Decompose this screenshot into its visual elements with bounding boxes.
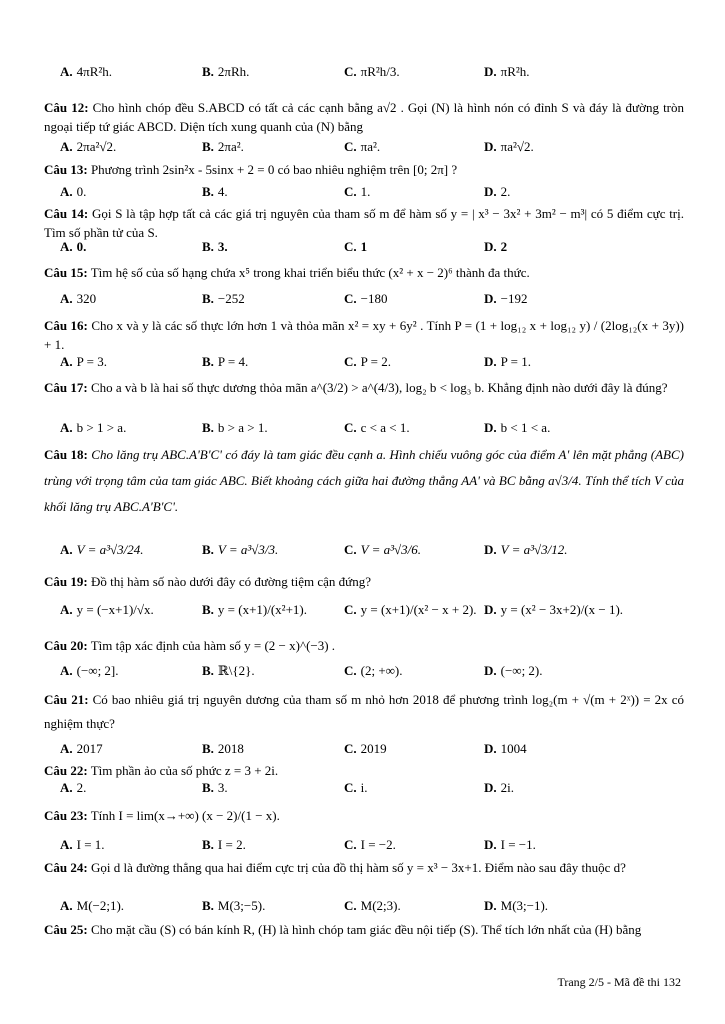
q20-options: A. (−∞; 2]. B. ℝ\{2}. C. (2; +∞). D. (−∞; 2). — [60, 663, 543, 678]
q23-options: A. I = 1. B. I = 2. C. I = −2. D. I = −1. — [60, 837, 536, 852]
q24-options: A. M(−2;1). B. M(3;−5). C. M(2;3). D. M(3;−1). — [60, 898, 549, 913]
question-13: Câu 13: Phương trình 2sin²x - 5sinx + 2 = 0 có bao nhiêu nghiệm trên [0; 2π] ? — [44, 162, 458, 177]
q14-options: A. 0. B. 3. C. 1 D. 2 — [60, 239, 508, 254]
q16-options: A. P = 3. B. P = 4. C. P = 2. D. P = 1. — [60, 354, 531, 369]
option-d: πR²h. — [500, 64, 530, 79]
question-12: Câu 12: Cho hình chóp đều S.ABCD có tất cả các cạnh bằng a√2 . Gọi (N) là hình nón có đỉnh S và đáy là đường tròn ngoại tiếp tứ giác ABCD. Diện tích xung quanh của (N) bằng — [44, 100, 685, 134]
option-c: πR²h/3. — [360, 64, 400, 79]
question-23: Câu 23: Tính I = lim(x→+∞) (x − 2)/(1 − x). — [44, 808, 280, 823]
question-19: Câu 19: Đồ thị hàm số nào dưới đây có đường tiệm cận đứng? — [44, 574, 371, 589]
question-16: Câu 16: Cho x và y là các số thực lớn hơn 1 và thỏa mãn x² = xy + 6y² . Tính P = (1 + log₁₂ x + log₁₂ y) / (2log₁₂(x + 3y)) + 1. — [44, 318, 684, 352]
question-20: Câu 20: Tìm tập xác định của hàm số y = (2 − x)^(−3) . — [44, 638, 336, 653]
question-18: Câu 18: Cho lăng trụ ABC.A'B'C' có đáy là tam giác đều cạnh a. Hình chiếu vuông góc của điểm A' lên mặt phẳng (ABC) trùng với trọng tâm của tam giác ABC. Biết khoảng cách giữa hai đường thẳng AA' và BC bằng a√3/4. Tính thể tích V của khối lăng trụ ABC.A'B'C'. — [44, 447, 684, 514]
question-24: Câu 24: Gọi d là đường thẳng qua hai điểm cực trị của đồ thị hàm số y = x³ − 3x+1. Điểm nào sau đây thuộc d? — [44, 860, 626, 875]
q17-options: A. b > 1 > a. B. b > a > 1. C. c < a < 1. D. b < 1 < a. — [60, 420, 551, 435]
q22-options: A. 2. B. 3. C. i. D. 2i. — [60, 780, 515, 795]
q11-options: A. 4πR²h. B. 2πRh. C. πR²h/3. D. πR²h. — [60, 64, 530, 79]
question-25: Câu 25: Cho mặt cầu (S) có bán kính R, (H) là hình chóp tam giác đều nội tiếp (S). Thể tích lớn nhất của (H) bằng — [44, 922, 642, 937]
q13-options: A. 0. B. 4. C. 1. D. 2. — [60, 184, 511, 199]
question-15: Câu 15: Tìm hệ số của số hạng chứa x⁵ trong khai triển biểu thức (x² + x − 2)⁶ thành đa thức. — [44, 265, 530, 280]
page-footer: Trang 2/5 - Mã đề thi 132 — [557, 975, 681, 989]
q18-options: A. V = a³√3/24. B. V = a³√3/3. C. V = a³√3/6. D. V = a³√3/12. — [60, 542, 568, 557]
question-22: Câu 22: Tìm phần ảo của số phức z = 3 + 2i. — [44, 763, 279, 778]
question-14: Câu 14: Gọi S là tập hợp tất cả các giá trị nguyên của tham số m để hàm số y = | x³ − 3x² + 3m² − m³| có 5 điểm cực trị. Tìm số phần tử của S. — [44, 206, 685, 240]
q21-options: A. 2017 B. 2018 C. 2019 D. 1004 — [60, 741, 527, 756]
question-17: Câu 17: Cho a và b là hai số thực dương thỏa mãn a^(3/2) > a^(4/3), log₂ b < log₃ b. Khẳng định nào dưới đây là đúng? — [44, 380, 668, 395]
option-b: 2πRh. — [217, 64, 250, 79]
q19-options: A. y = (−x+1)/√x. B. y = (x+1)/(x²+1). C. y = (x+1)/(x² − x + 2). D. y = (x² − 3x+2)/(x − 1). — [60, 602, 624, 617]
option-a: 4πR²h. — [76, 64, 113, 79]
q12-options: A. 2πa²√2. B. 2πa². C. πa². D. πa²√2. — [60, 139, 534, 154]
question-21: Câu 21: Có bao nhiêu giá trị nguyên dương của tham số m nhỏ hơn 2018 để phương trình log₂(m + √(m + 2ˣ)) = 2x có nghiệm thực? — [44, 692, 684, 731]
q15-options: A. 320 B. −252 C. −180 D. −192 — [60, 291, 528, 306]
